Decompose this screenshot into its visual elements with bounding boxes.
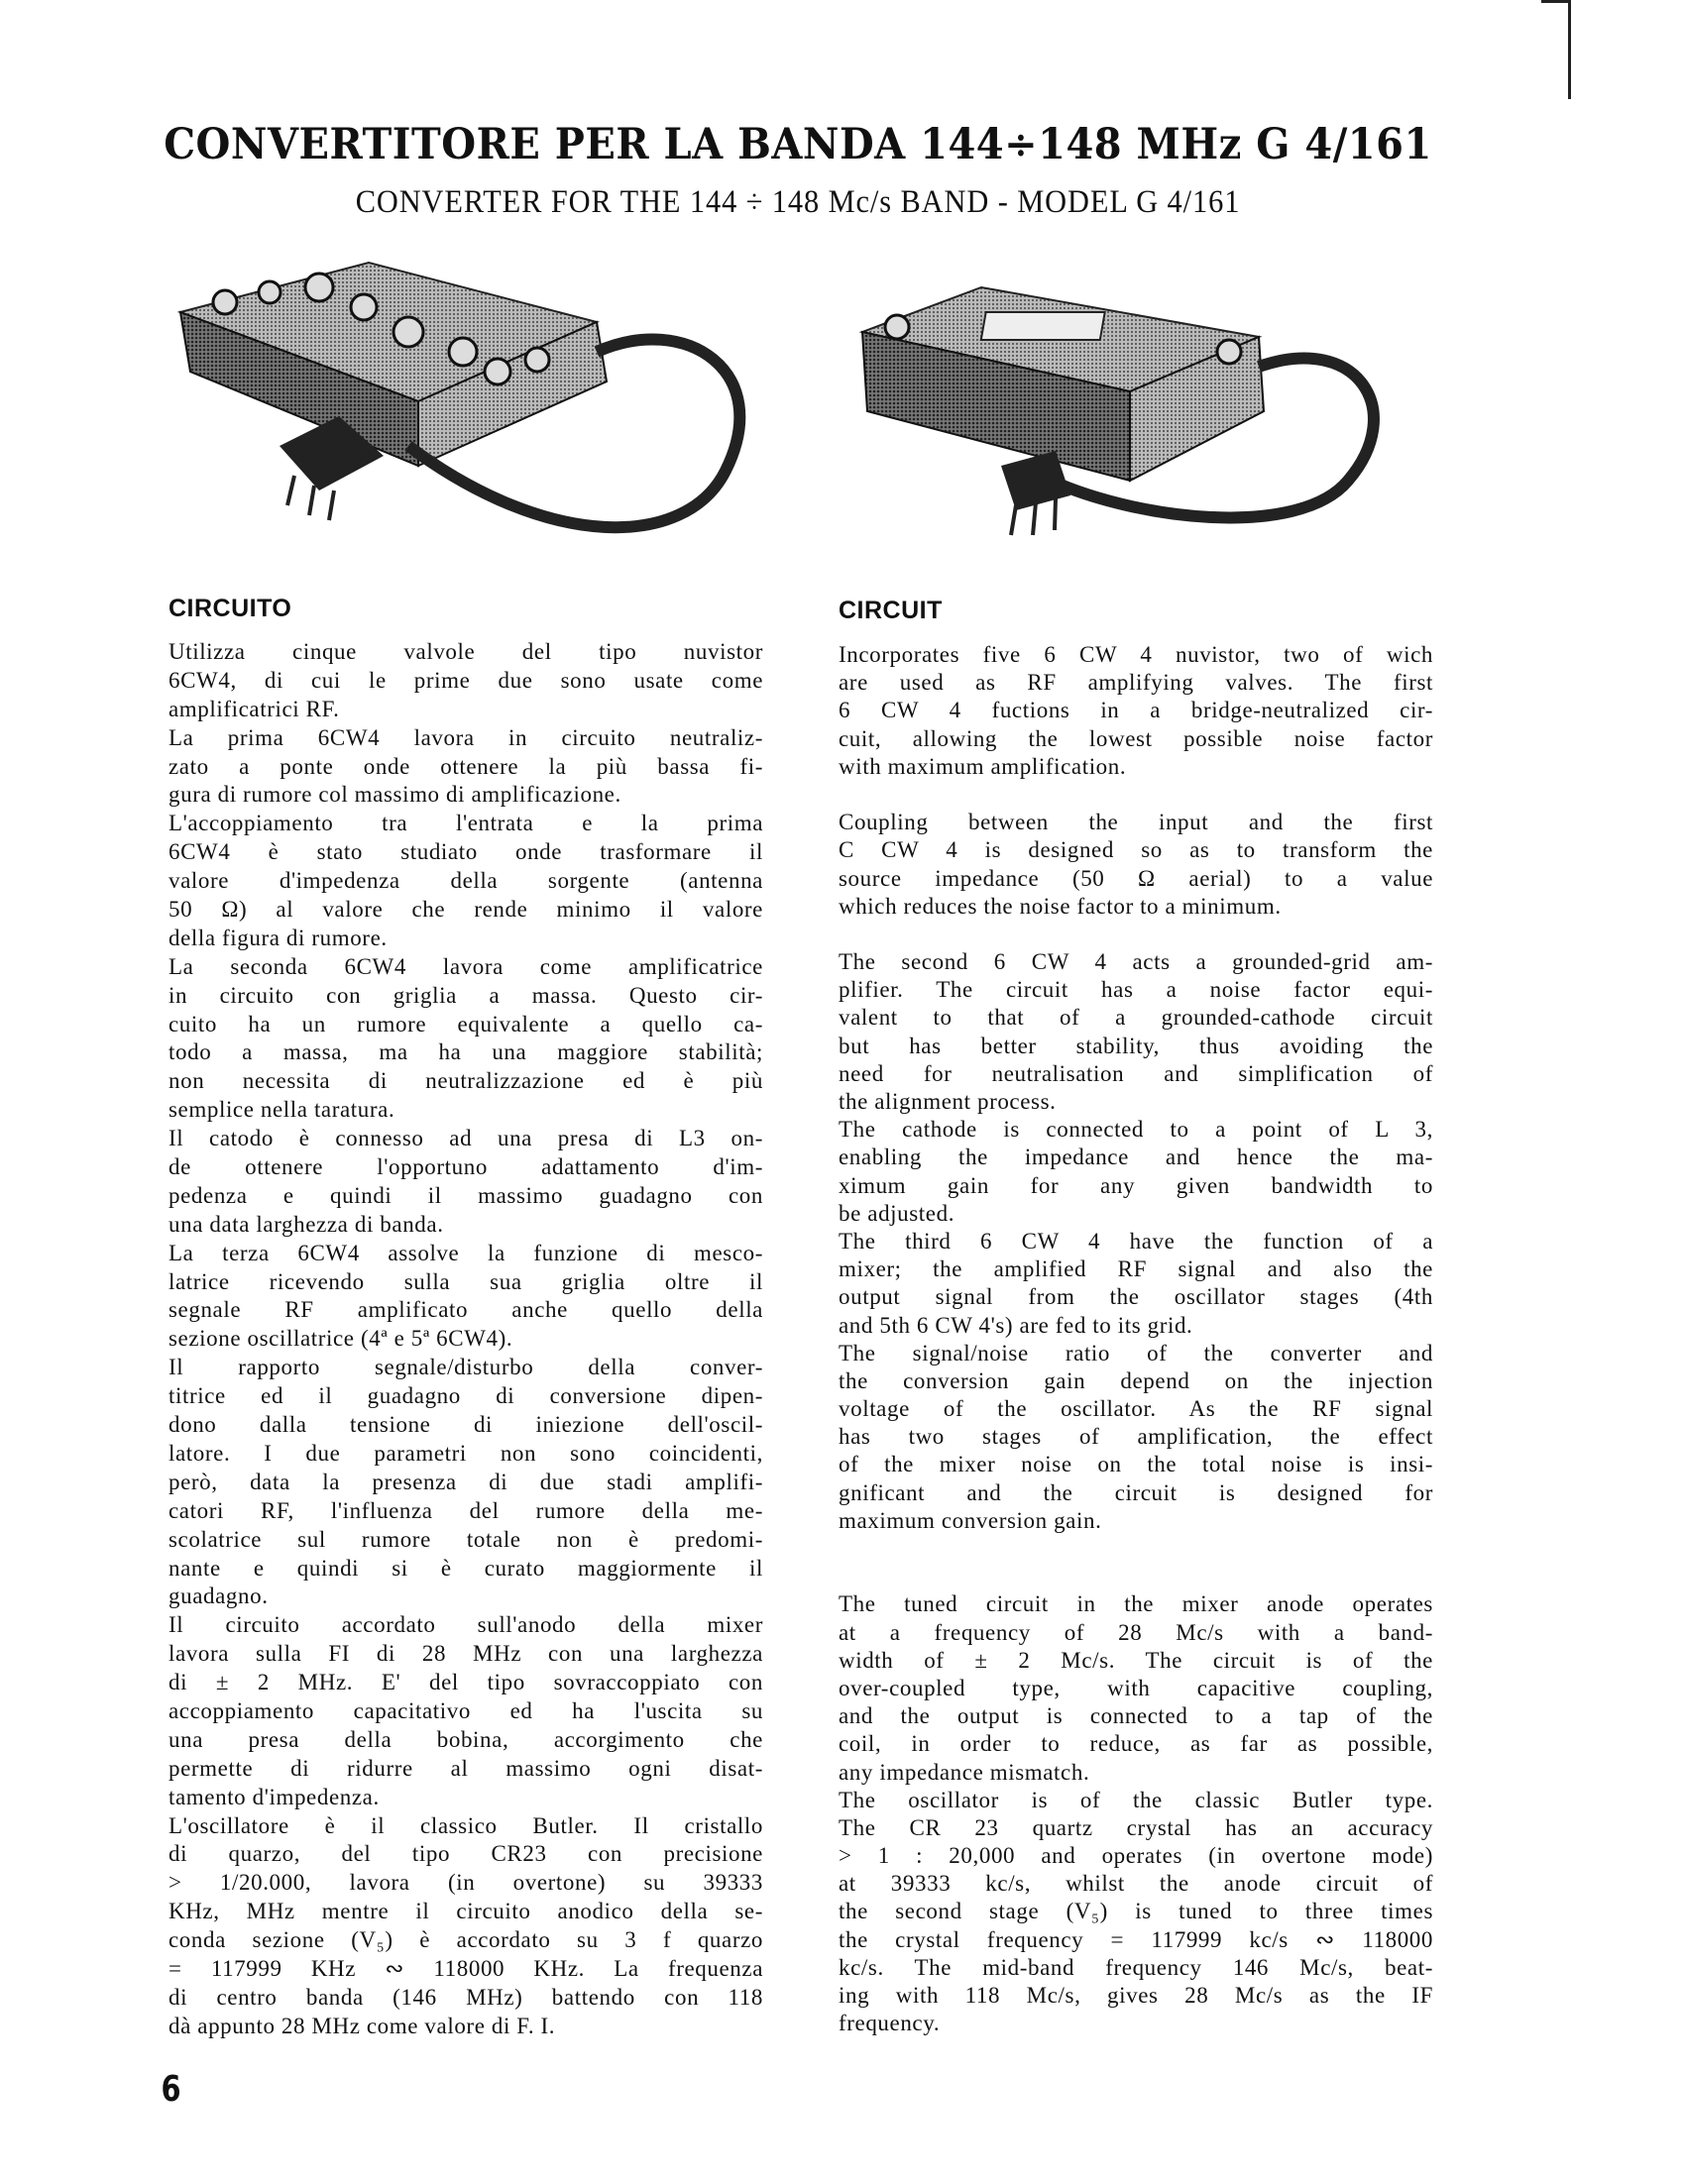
text-line: cuit, allowing the lowest possible noise factor (839, 725, 1433, 751)
text-line: coil, in order to reduce, as far as possible, (839, 1731, 1433, 1757)
text-line: de ottenere l'opportuno adattamento d'im- (168, 1154, 763, 1180)
text-line: L'accoppiamento tra l'entrata e la prima (168, 811, 763, 836)
paragraph (839, 1340, 1433, 1535)
text-line: The third 6 CW 4 have the function of a (839, 1228, 1433, 1254)
text-line: La seconda 6CW4 lavora come amplificatrice (168, 953, 763, 979)
text-line: the second stage (V₅) is tuned to three times (839, 1899, 1433, 1924)
paragraph (839, 1590, 1433, 1786)
section-heading-circuito: CIRCUITO (168, 595, 292, 622)
paragraph (168, 1354, 763, 1611)
text-line: della figura di rumore. (168, 925, 388, 950)
text-line: ximum gain for any given bandwidth to (839, 1172, 1433, 1198)
text-line: però, data la presenza di due stadi amplifi- (168, 1469, 763, 1494)
text-line: Coupling between the input and the first (839, 810, 1433, 835)
scan-edge-mark (1568, 0, 1571, 99)
text-line: todo a massa, ma ha una maggiore stabilità; (168, 1039, 763, 1065)
text-line: zato a ponte onde ottenere la più bassa fi- (168, 753, 763, 779)
text-line: the alignment process. (839, 1089, 1057, 1114)
text-line: segnale RF amplificato anche quello della (168, 1297, 763, 1323)
page-title: CONVERTITORE PER LA BANDA 144÷148 MHz G 4/161 (164, 119, 1432, 169)
text-line: La terza 6CW4 assolve la funzione di mesco- (168, 1240, 763, 1265)
paragraph (168, 810, 763, 952)
text-line: The tuned circuit in the mixer anode operates (839, 1591, 1433, 1617)
text-line: voltage of the oscillator. As the RF signal (839, 1396, 1433, 1422)
text-line: gura di rumore col massimo di amplificazione. (168, 782, 621, 808)
text-line: = 117999 KHz ∾ 118000 KHz. La frequenza (168, 1955, 763, 1981)
text-line: output signal from the oscillator stages (4th (839, 1284, 1433, 1310)
text-line: > 1/20.000, lavora (in overtone) su 39333 (168, 1870, 763, 1896)
text-line: dono dalla tensione di iniezione dell'oscil- (168, 1412, 763, 1438)
text-line: frequency. (839, 2011, 941, 2036)
text-line: L'oscillatore è il classico Butler. Il cristallo (168, 1812, 763, 1838)
text-line: enabling the impedance and hence the ma- (839, 1145, 1433, 1170)
text-line: source impedance (50 Ω aerial) to a value (839, 865, 1433, 891)
italian-text-column (168, 638, 763, 2041)
text-line: > 1 : 20,000 and operates (in overtone mode) (839, 1843, 1433, 1869)
text-line: which reduces the noise factor to a minimum. (839, 893, 1282, 919)
text-line: ing with 118 Mc/s, gives 28 Mc/s as the IF (839, 1983, 1433, 2009)
text-line: the crystal frequency = 117999 kc/s ∾ 118000 (839, 1926, 1433, 1952)
text-line: need for neutralisation and simplification of (839, 1060, 1433, 1086)
text-line: nante e quindi si è curato maggiormente il (168, 1555, 763, 1581)
page-subtitle: CONVERTER FOR THE 144 ÷ 148 Mc/s BAND - MODEL G 4/161 (355, 184, 1241, 220)
text-line: una data larghezza di banda. (168, 1211, 444, 1237)
text-line: and 5th 6 CW 4's) are fed to its grid. (839, 1312, 1193, 1338)
text-line: KHz, MHz mentre il circuito anodico della se- (168, 1899, 763, 1924)
text-line: pedenza e quindi il massimo guadagno con (168, 1182, 763, 1208)
paragraph (168, 724, 763, 811)
text-line: di centro banda (146 MHz) battendo con 118 (168, 1984, 763, 2010)
text-line: 50 Ω) al valore che rende minimo il valore (168, 897, 763, 923)
paragraph (839, 641, 1433, 781)
text-line: scolatrice sul rumore totale non è predomi- (168, 1526, 763, 1552)
text-line: sezione oscillatrice (4ª e 5ª 6CW4). (168, 1326, 513, 1352)
text-line: maximum conversion gain. (839, 1507, 1102, 1533)
text-line: di quarzo, del tipo CR23 con precisione (168, 1841, 763, 1867)
page-number: 6 (161, 2069, 181, 2110)
text-line: permette di ridurre al massimo ogni disat- (168, 1755, 763, 1781)
text-line: The oscillator is of the classic Butler type. (839, 1787, 1433, 1812)
text-line: at 39333 kc/s, whilst the anode circuit of (839, 1871, 1433, 1897)
text-line: with maximum amplification. (839, 753, 1127, 779)
text-line: 6CW4, di cui le prime due sono usate come (168, 667, 763, 693)
text-line: The signal/noise ratio of the converter and (839, 1340, 1433, 1365)
text-line: valent to that of a grounded-cathode circuit (839, 1005, 1433, 1031)
text-line: 6 CW 4 fuctions in a bridge-neutralized cir- (839, 698, 1433, 723)
text-line: titrice ed il guadagno di conversione dipen- (168, 1383, 763, 1409)
text-line: accoppiamento capacitativo ed ha l'uscita su (168, 1697, 763, 1723)
paragraph (168, 953, 763, 1125)
text-line: cuito ha un rumore equivalente a quello ca- (168, 1011, 763, 1037)
text-line: width of ± 2 Mc/s. The circuit is of the (839, 1647, 1433, 1673)
converter-open-chassis-photo (170, 253, 775, 570)
text-line: be adjusted. (839, 1200, 955, 1226)
text-line: 6CW4 è stato studiato onde trasformare il (168, 839, 763, 865)
text-line: in circuito con griglia a massa. Questo cir- (168, 982, 763, 1008)
text-line: any impedance mismatch. (839, 1759, 1090, 1785)
english-text-column (839, 641, 1433, 2037)
text-line: Utilizza cinque valvole del tipo nuvistor (168, 639, 763, 664)
paragraph (839, 1116, 1433, 1228)
paragraph (168, 1611, 763, 1811)
paragraph (839, 809, 1433, 921)
text-line: Il catodo è connesso ad una presa di L3 on- (168, 1126, 763, 1151)
text-line: and the output is connected to a tap of the (839, 1703, 1433, 1729)
text-line: The CR 23 quartz crystal has an accuracy (839, 1814, 1433, 1840)
text-line: but has better stability, thus avoiding the (839, 1033, 1433, 1058)
text-line: Incorporates five 6 CW 4 nuvistor, two of wich (839, 642, 1433, 667)
text-line: valore d'impedenza della sorgente (antenna (168, 868, 763, 894)
text-line: over-coupled type, with capacitive coupling, (839, 1675, 1433, 1700)
text-line: guadagno. (168, 1583, 269, 1609)
text-line: di ± 2 MHz. E' del tipo sovraccoppiato con (168, 1670, 763, 1695)
text-line: La prima 6CW4 lavora in circuito neutraliz- (168, 724, 763, 750)
paragraph (839, 1787, 1433, 2038)
text-line: mixer; the amplified RF signal and also the (839, 1256, 1433, 1282)
text-line: The second 6 CW 4 acts a grounded-grid am- (839, 949, 1433, 975)
scan-edge-mark (1541, 0, 1571, 3)
paragraph (839, 948, 1433, 1116)
text-line: una presa della bobina, accorgimento che (168, 1726, 763, 1752)
text-line: are used as RF amplifying valves. The first (839, 670, 1433, 696)
text-line: latrice ricevendo sulla sua griglia oltre il (168, 1268, 763, 1294)
text-line: gnificant and the circuit is designed for (839, 1479, 1433, 1505)
text-line: amplificatrici RF. (168, 696, 340, 721)
text-line: semplice nella taratura. (168, 1097, 395, 1123)
paragraph (168, 1812, 763, 2041)
paragraph (168, 1240, 763, 1355)
paragraph (839, 1228, 1433, 1340)
text-line: The cathode is connected to a point of L 3, (839, 1117, 1433, 1143)
text-line: the conversion gain depend on the injection (839, 1367, 1433, 1393)
text-line: lavora sulla FI di 28 MHz con una larghezza (168, 1641, 763, 1667)
text-line: plifier. The circuit has a noise factor equi- (839, 977, 1433, 1003)
converter-closed-case-photo (833, 282, 1398, 575)
text-line: dà appunto 28 MHz come valore di F. I. (168, 2013, 556, 2038)
text-line: Il circuito accordato sull'anodo della mixer (168, 1612, 763, 1638)
text-line: has two stages of amplification, the effect (839, 1424, 1433, 1450)
text-line: non necessita di neutralizzazione ed è più (168, 1068, 763, 1094)
text-line: of the mixer noise on the total noise is insi- (839, 1452, 1433, 1477)
text-line: tamento d'impedenza. (168, 1784, 380, 1809)
text-line: kc/s. The mid-band frequency 146 Mc/s, beat- (839, 1954, 1433, 1980)
section-heading-circuit: CIRCUIT (839, 597, 943, 624)
text-line: C CW 4 is designed so as to transform the (839, 837, 1433, 863)
text-line: latore. I due parametri non sono coincidenti, (168, 1440, 763, 1466)
paragraph (168, 638, 763, 724)
text-line: Il rapporto segnale/disturbo della conver- (168, 1355, 763, 1380)
text-line: catori RF, l'influenza del rumore della me- (168, 1497, 763, 1523)
text-line: at a frequency of 28 Mc/s with a band- (839, 1619, 1433, 1645)
text-line: conda sezione (V₅) è accordato su 3 f quarzo (168, 1927, 763, 1953)
paragraph (168, 1125, 763, 1240)
